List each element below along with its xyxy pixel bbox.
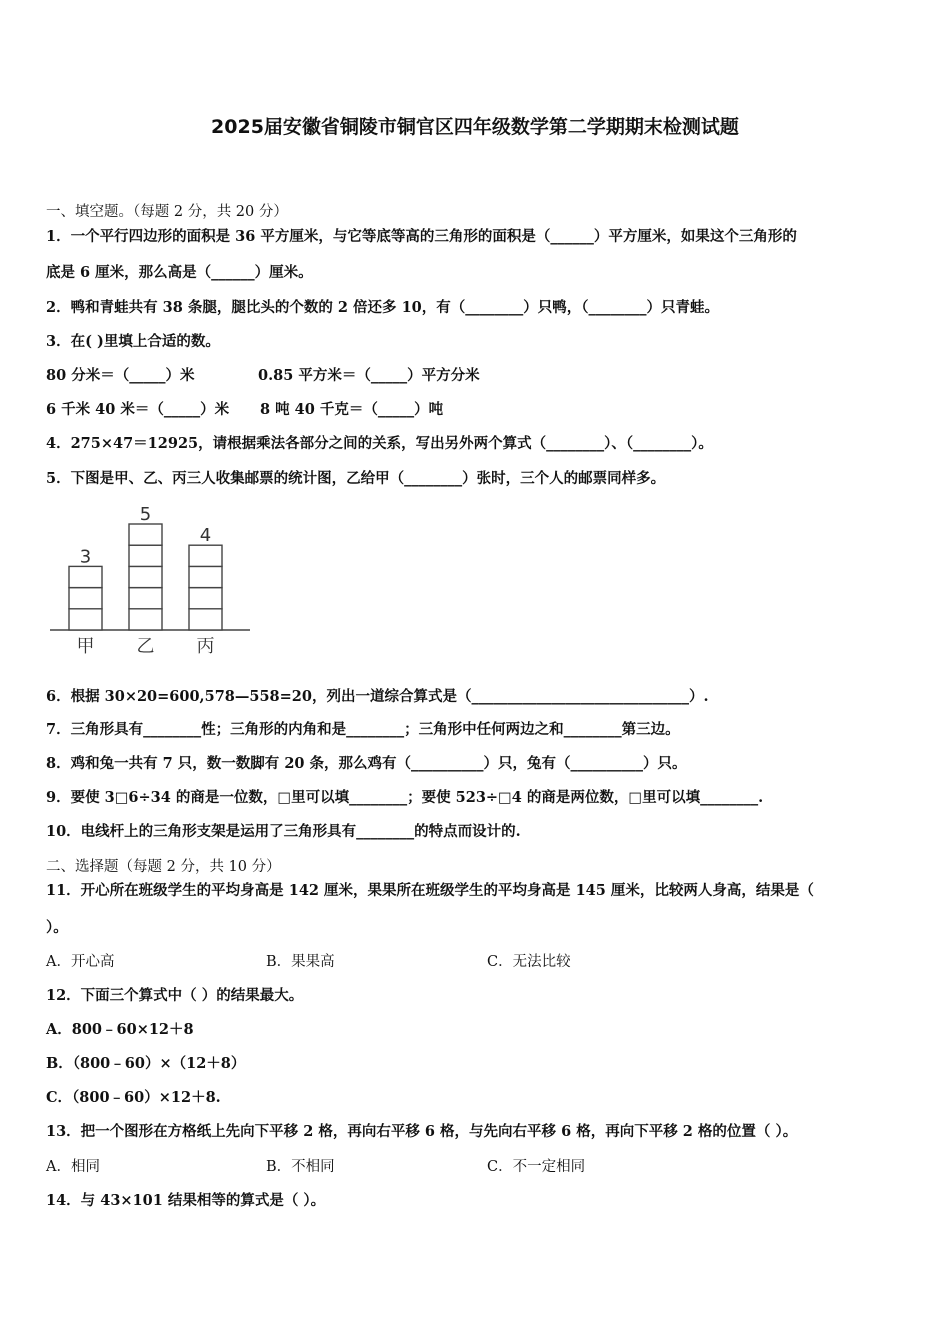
chart-bar-cell: [129, 524, 162, 545]
chart-bar-cell: [129, 588, 162, 609]
question-12-option-b: B．（800﹣60）×（12＋8）: [46, 1055, 246, 1072]
question-13: 13．把一个图形在方格纸上先向下平移 2 格，再向右平移 6 格，与先向右平移 6 格，再向下平移 2 格的位置（ ）。: [46, 1123, 798, 1140]
chart-bar-cell: [69, 609, 102, 630]
chart-bar-cell: [129, 566, 162, 587]
question-4: 4．275×47＝12925，请根据乘法各部分之间的关系，写出另外两个算式（________）、（________）。: [46, 435, 713, 452]
question-3-item-d: 8 吨 40 千克＝（_____）吨: [260, 401, 444, 418]
chart-category-label: 丙: [196, 636, 215, 657]
chart-bar-cell: [189, 588, 222, 609]
section-2-heading: 二、选择题（每题 2 分，共 10 分）: [46, 859, 281, 875]
question-1-line-2: 底是 6 厘米，那么高是（______）厘米。: [46, 264, 313, 281]
chart-bar-cell: [189, 566, 222, 587]
question-11-option-b: B．果果高: [266, 954, 335, 970]
chart-value-label: 5: [139, 504, 152, 525]
chart-bar-cell: [129, 545, 162, 566]
question-3: 3．在( )里填上合适的数。: [46, 333, 220, 350]
question-7: 7．三角形具有________性；三角形的内角和是________；三角形中任何两边之和________第三边。: [46, 721, 680, 738]
question-14: 14．与 43×101 结果相等的算式是（ ）。: [46, 1192, 326, 1209]
section-1-heading: 一、填空题。（每题 2 分，共 20 分）: [46, 204, 288, 220]
question-6: 6．根据 30×20=600,578—558=20，列出一道综合算式是（______________________________）.: [46, 688, 709, 705]
chart-bar-cell: [129, 609, 162, 630]
question-13-option-b: B．不相同: [266, 1159, 335, 1175]
question-8: 8．鸡和兔一共有 7 只，数一数脚有 20 条，那么鸡有（__________）只，兔有（__________）只。: [46, 755, 687, 772]
question-12-option-a: A．800﹣60×12＋8: [46, 1021, 194, 1038]
question-11-line-2: ）。: [46, 919, 68, 936]
question-3-item-b: 0.85 平方米＝（_____）平方分米: [258, 367, 480, 384]
chart-value-label: 3: [79, 546, 92, 568]
question-5: 5．下图是甲、乙、丙三人收集邮票的统计图，乙给甲（________）张时，三个人的邮票同样多。: [46, 470, 666, 487]
chart-category-label: 乙: [136, 636, 155, 657]
question-13-option-a: A．相同: [46, 1159, 100, 1175]
chart-bar-cell: [189, 609, 222, 630]
chart-bar-cell: [189, 545, 222, 566]
stamp-chart-svg: [46, 500, 256, 660]
question-12: 12．下面三个算式中（ ）的结果最大。: [46, 987, 304, 1004]
question-3-item-c: 6 千米 40 米＝（_____）米: [46, 401, 230, 418]
question-3-item-a: 80 分米＝（_____）米: [46, 367, 195, 384]
chart-value-label: 4: [199, 525, 212, 547]
question-1-line-1: 1．一个平行四边形的面积是 36 平方厘米，与它等底等高的三角形的面积是（______）平方厘米，如果这个三角形的: [46, 228, 797, 245]
chart-bar-cell: [69, 588, 102, 609]
chart-category-label: 甲: [76, 636, 95, 657]
question-13-option-c: C．不一定相同: [487, 1159, 586, 1175]
question-12-option-c: C．（800﹣60）×12＋8.: [46, 1089, 221, 1106]
question-11-line-1: 11．开心所在班级学生的平均身高是 142 厘米，果果所在班级学生的平均身高是 145 厘米，比较两人身高，结果是（: [46, 882, 814, 899]
page-title: 2025届安徽省铜陵市铜官区四年级数学第二学期期末检测试题: [211, 116, 739, 138]
question-9: 9．要使 3□6÷34 的商是一位数，□里可以填________；要使 523÷□4 的商是两位数，□里可以填________.: [46, 789, 764, 806]
question-10: 10．电线杆上的三角形支架是运用了三角形具有________的特点而设计的.: [46, 823, 521, 840]
question-2: 2．鸭和青蛙共有 38 条腿，腿比头的个数的 2 倍还多 10，有（________）只鸭，（________）只青蛙。: [46, 299, 720, 316]
question-11-option-a: A．开心高: [46, 954, 115, 970]
chart-bar-cell: [69, 566, 102, 587]
question-11-option-c: C．无法比较: [487, 954, 571, 970]
